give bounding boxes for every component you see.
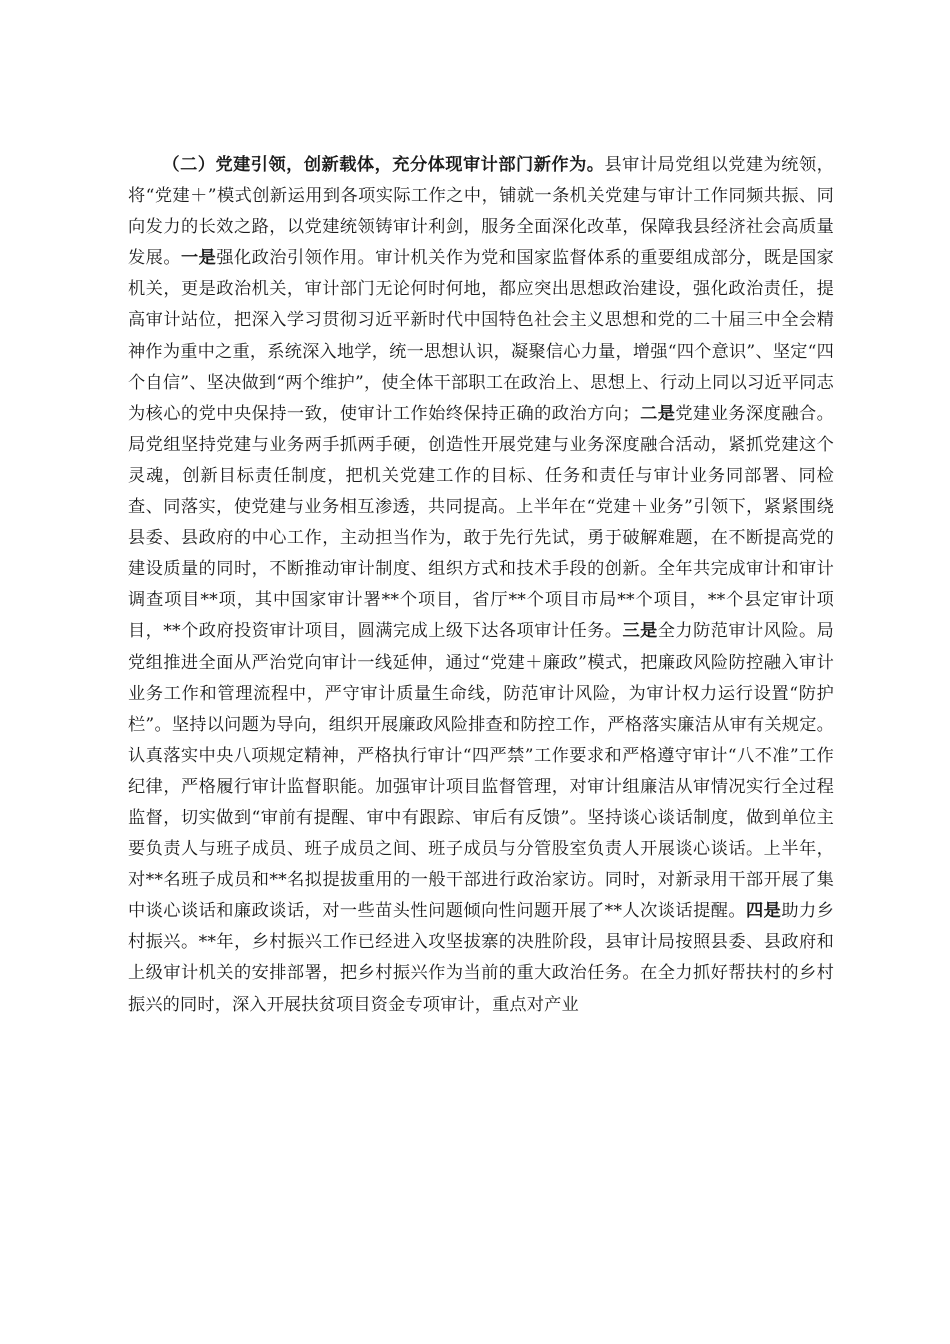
point-four-text: 助力乡村振兴。**年，乡村振兴工作已经进入攻坚拔寨的决胜阶段，县审计局按照县委、县政府和上级审计机关的安排部署，把乡村振兴作为当前的重大政治任务。在全力抓好帮扶村的乡村振兴的同时，深入开展扶贫项目资金专项审计，重点对产业 [128,901,834,1015]
point-three-text: 全力防范审计风险。局党组推进全面从严治党向审计一线延伸，通过“党建＋廉政”模式，把廉政风险防控融入审计业务工作和管理流程中，严守审计质量生命线，防范审计风险，为审计权力运行设置“防护栏”。坚持以问题为导向，组织开展廉政风险排查和防控工作，严格落实廉洁从审有关规定。认真落实中央八项规定精神，严格执行审计“四严禁”工作要求和严格遵守审计“八不准”工作纪律，严格履行审计监督职能。加强审计项目监督管理，对审计组廉洁从审情况实行全过程监督，切实做到“审前有提醒、审中有跟踪、审后有反馈”。坚持谈心谈话制度，做到单位主要负责人与班子成员、班子成员之间、班子成员与分管股室负责人开展谈心谈话。上半年，对**名班子成员和**名拟提拔重用的一般干部进行政治家访。同时，对新录用干部开展了集中谈心谈话和廉政谈话，对一些苗头性问题倾向性问题开展了**人次谈话提醒。 [128,621,834,922]
section-paragraph [128,150,834,1021]
section-heading: （二）党建引领，创新载体，充分体现审计部门新作为。 [162,155,605,175]
intro-text: 县审计局党组以党建为统领，将“党建＋”模式创新运用到各项实际工作之中，铺就一条机关党建与审计工作同频共振、同向发力的长效之路，以党建统领铸审计利剑，服务全面深化改革，保障我县经济社会高质量发展。 [128,155,834,269]
point-one-marker: 一是 [180,248,217,269]
point-two-text: 党建业务深度融合。局党组坚持党建与业务两手抓两手硬，创造性开展党建与业务深度融合活动，紧抓党建这个灵魂，创新目标责任制度，把机关党建工作的目标、任务和责任与审计业务同部署、同检查、同落实，使党建与业务相互渗透，共同提高。上半年在“党建＋业务”引领下，紧紧围绕县委、县政府的中心工作，主动担当作为，敢于先行先试，勇于破解难题，在不断提高党的建设质量的同时，不断推动审计制度、组织方式和技术手段的创新。全年共完成审计和审计调查项目**项，其中国家审计署**个项目，省厅**个项目市局**个项目，**个县定审计项目，**个政府投资审计项目，圆满完成上级下达各项审计任务。 [128,403,834,642]
point-four-marker: 四是 [746,901,782,922]
point-two-marker: 二是 [639,403,676,424]
point-three-marker: 三是 [622,621,658,642]
document-body [128,150,834,1021]
point-one-text: 强化政治引领作用。审计机关作为党和国家监督体系的重要组成部分，既是国家机关，更是政治机关，审计部门无论何时何地，都应突出思想政治建设，强化政治责任，提高审计站位，把深入学习贯彻习近平新时代中国特色社会主义思想和党的二十届三中全会精神作为重中之重，系统深入地学，统一思想认识，凝聚信心力量，增强“四个意识”、坚定“四个自信”、坚决做到“两个维护”，使全体干部职工在政治上、思想上、行动上同以习近平同志为核心的党中央保持一致，使审计工作始终保持正确的政治方向； [128,248,834,424]
